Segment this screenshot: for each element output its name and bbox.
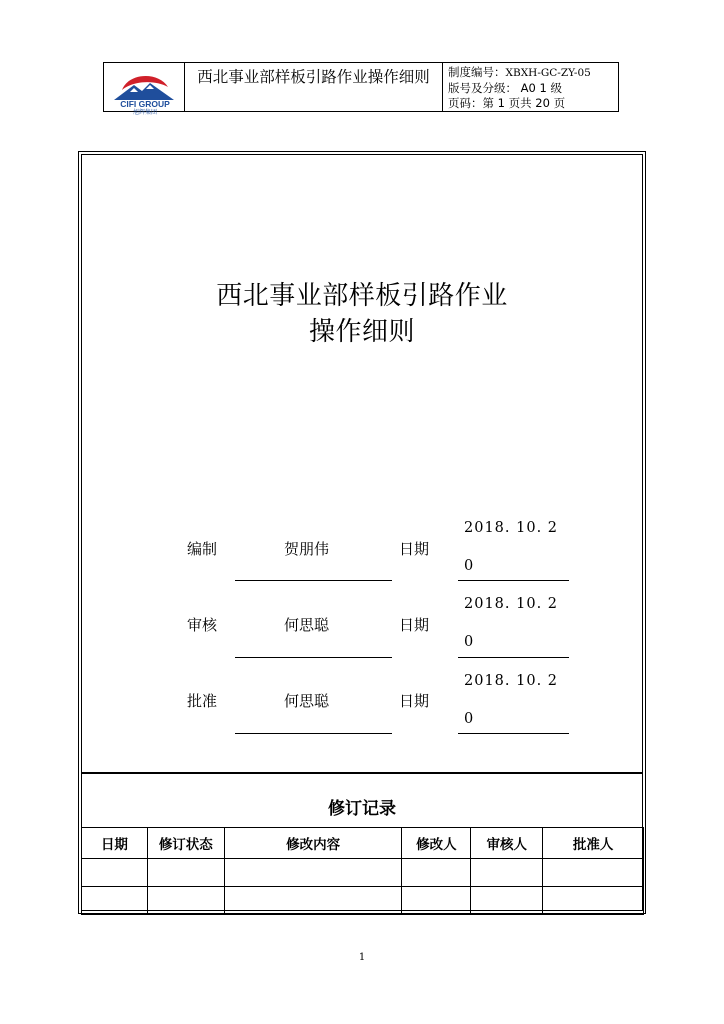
header-title: 西北事业部样板引路作业操作细则: [185, 63, 443, 111]
logo-subtext: 旭辉集团: [132, 109, 158, 116]
table-row: [82, 887, 644, 915]
logo-text: CIFI GROUP: [120, 99, 170, 109]
table-cell: [402, 887, 471, 915]
table-cell: [147, 859, 224, 887]
date-value: 2018. 10. 2: [464, 596, 559, 612]
version-row: [448, 81, 619, 96]
date-line: [458, 733, 569, 734]
signature-line: [235, 580, 392, 581]
date-label: 日期: [399, 692, 430, 710]
column-header-approver: 批准人: [543, 828, 644, 859]
column-header-content: 修改内容: [224, 828, 402, 859]
document-header: [103, 62, 619, 116]
document-title-line2: 操作细则: [308, 317, 415, 347]
table-cell: [82, 859, 148, 887]
version-value: A0 1 级: [520, 81, 562, 95]
column-header-modifier: 修改人: [402, 828, 471, 859]
section-divider: [81, 772, 643, 774]
date-value: 2018. 10. 2: [464, 673, 559, 689]
table-cell: [82, 887, 148, 915]
document-title-line1: 西北事业部样板引路作业: [216, 281, 508, 311]
signature-line: [235, 733, 392, 734]
table-cell: [471, 859, 543, 887]
column-header-reviewer: 审核人: [471, 828, 543, 859]
table-cell: [402, 859, 471, 887]
table-cell: [471, 887, 543, 915]
column-header-date: 日期: [82, 828, 148, 859]
table-cell: [543, 859, 644, 887]
company-logo: [104, 63, 185, 116]
page-info: 页码：第 1 页共 20 页: [448, 96, 566, 110]
date-value-cont: 0: [464, 634, 475, 650]
table-row: [82, 859, 644, 887]
doc-code-value: XBXH-GC-ZY-05: [505, 67, 591, 79]
revision-title: 修订记录: [328, 799, 396, 819]
header-info: [443, 63, 619, 111]
date-line: [458, 580, 569, 581]
page-number: 1: [358, 952, 366, 963]
signature-name: 何思聪: [284, 616, 330, 634]
doc-code-label: 制度编号：: [448, 65, 506, 79]
document-title: [81, 278, 643, 350]
date-value: 2018. 10. 2: [464, 520, 559, 536]
table-cell: [224, 859, 402, 887]
date-value-cont: 0: [464, 711, 475, 727]
signature-name: 何思聪: [284, 692, 330, 710]
table-header-row: [82, 828, 644, 859]
signature-name: 贺朋伟: [284, 540, 330, 558]
version-label: 版号及分级：: [448, 81, 517, 95]
revision-table: [81, 827, 644, 915]
table-cell: [224, 887, 402, 915]
doc-code-row: [448, 65, 619, 81]
logo-mountain-icon: [104, 63, 185, 116]
signature-role: 编制: [187, 540, 218, 558]
signature-role: 批准: [187, 692, 218, 710]
table-cell: [543, 887, 644, 915]
date-line: [458, 657, 569, 658]
signature-role: 审核: [187, 616, 218, 634]
date-label: 日期: [399, 540, 430, 558]
signature-line: [235, 657, 392, 658]
column-header-status: 修订状态: [147, 828, 224, 859]
date-value-cont: 0: [464, 558, 475, 574]
date-label: 日期: [399, 616, 430, 634]
table-cell: [147, 887, 224, 915]
